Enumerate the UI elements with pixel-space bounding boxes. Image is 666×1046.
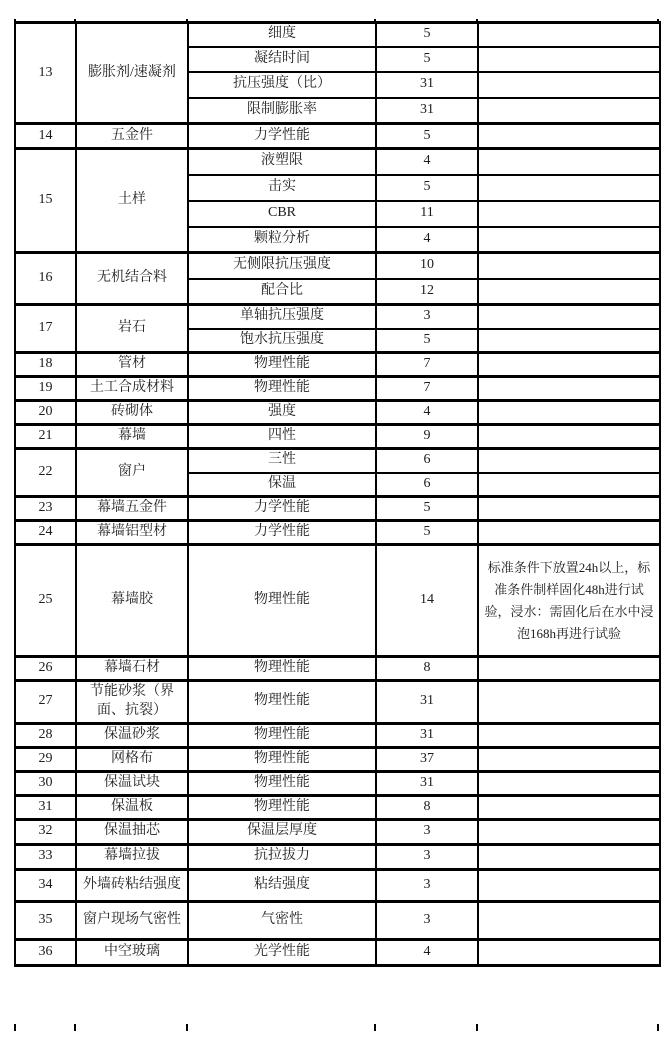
test-item-cell: 粘结强度 (188, 869, 376, 901)
table-row (15, 23, 660, 47)
count-cell: 31 (376, 681, 478, 724)
table-row (15, 901, 660, 939)
count-cell: 5 (376, 23, 478, 47)
row-number-cell: 17 (15, 305, 76, 353)
material-cell: 五金件 (76, 124, 188, 149)
count-cell: 5 (376, 47, 478, 72)
material-cell: 保温板 (76, 795, 188, 819)
row-number-cell: 21 (15, 425, 76, 449)
material-cell: 无机结合料 (76, 253, 188, 305)
count-cell: 14 (376, 545, 478, 657)
material-cell: 保温砂浆 (76, 723, 188, 747)
table-row (15, 521, 660, 545)
note-cell (478, 124, 660, 149)
row-number-cell: 36 (15, 939, 76, 965)
row-number-cell: 33 (15, 844, 76, 869)
material-cell: 幕墙石材 (76, 657, 188, 681)
material-cell: 膨胀剂/速凝剂 (76, 23, 188, 124)
row-number-cell: 18 (15, 353, 76, 377)
row-number-cell: 13 (15, 23, 76, 124)
row-number-cell: 19 (15, 377, 76, 401)
material-cell: 土工合成材料 (76, 377, 188, 401)
table-row (15, 657, 660, 681)
note-cell (478, 771, 660, 795)
test-item-cell: 物理性能 (188, 353, 376, 377)
count-cell: 9 (376, 425, 478, 449)
count-cell: 5 (376, 497, 478, 521)
count-cell: 3 (376, 844, 478, 869)
test-item-cell: 保温 (188, 473, 376, 497)
table-row (15, 377, 660, 401)
test-item-cell: 饱水抗压强度 (188, 329, 376, 353)
row-number-cell: 20 (15, 401, 76, 425)
material-cell: 幕墙 (76, 425, 188, 449)
note-cell (478, 795, 660, 819)
column-line-stub (74, 1024, 76, 1031)
count-cell: 4 (376, 149, 478, 175)
test-item-cell: 限制膨胀率 (188, 98, 376, 124)
note-cell: 标准条件下放置24h以上，标准条件制样固化48h进行试验，浸水：需固化后在水中浸泡168h再进行试验 (478, 545, 660, 657)
test-item-cell: 物理性能 (188, 657, 376, 681)
table-row (15, 939, 660, 965)
note-cell (478, 47, 660, 72)
row-number-cell: 15 (15, 149, 76, 253)
test-item-cell: 击实 (188, 175, 376, 201)
table-row (15, 253, 660, 279)
test-item-cell: 三性 (188, 449, 376, 473)
table-row (15, 844, 660, 869)
test-item-cell: 抗拉拔力 (188, 844, 376, 869)
test-item-cell: 无侧限抗压强度 (188, 253, 376, 279)
count-cell: 31 (376, 723, 478, 747)
count-cell: 8 (376, 795, 478, 819)
test-item-cell: 气密性 (188, 901, 376, 939)
count-cell: 6 (376, 473, 478, 497)
row-number-cell: 23 (15, 497, 76, 521)
row-number-cell: 16 (15, 253, 76, 305)
inspection-items-table-body (15, 23, 660, 966)
count-cell: 5 (376, 124, 478, 149)
material-cell: 幕墙拉拔 (76, 844, 188, 869)
test-item-cell: 物理性能 (188, 723, 376, 747)
note-cell (478, 844, 660, 869)
count-cell: 6 (376, 449, 478, 473)
test-item-cell: 物理性能 (188, 771, 376, 795)
test-item-cell: 物理性能 (188, 681, 376, 724)
table-row (15, 771, 660, 795)
row-number-cell: 22 (15, 449, 76, 497)
count-cell: 7 (376, 353, 478, 377)
table-row (15, 723, 660, 747)
test-item-cell: 细度 (188, 23, 376, 47)
note-cell (478, 227, 660, 253)
count-cell: 12 (376, 279, 478, 305)
test-item-cell: 物理性能 (188, 377, 376, 401)
note-cell (478, 939, 660, 965)
row-number-cell: 25 (15, 545, 76, 657)
table-row (15, 545, 660, 657)
note-cell (478, 681, 660, 724)
test-item-cell: 力学性能 (188, 521, 376, 545)
note-cell (478, 747, 660, 771)
count-cell: 8 (376, 657, 478, 681)
table-row (15, 819, 660, 844)
test-item-cell: 凝结时间 (188, 47, 376, 72)
note-cell (478, 425, 660, 449)
count-cell: 5 (376, 521, 478, 545)
row-number-cell: 24 (15, 521, 76, 545)
material-cell: 幕墙铝型材 (76, 521, 188, 545)
column-line-stub (476, 1024, 478, 1031)
material-cell: 管材 (76, 353, 188, 377)
note-cell (478, 23, 660, 47)
count-cell: 11 (376, 201, 478, 227)
row-number-cell: 29 (15, 747, 76, 771)
table-row (15, 681, 660, 724)
inspection-items-table (14, 21, 661, 967)
note-cell (478, 253, 660, 279)
column-line-stub (186, 1024, 188, 1031)
test-item-cell: 物理性能 (188, 545, 376, 657)
count-cell: 3 (376, 819, 478, 844)
note-cell (478, 497, 660, 521)
material-cell: 幕墙五金件 (76, 497, 188, 521)
row-number-cell: 35 (15, 901, 76, 939)
table-row (15, 401, 660, 425)
note-cell (478, 521, 660, 545)
test-item-cell: CBR (188, 201, 376, 227)
table-row (15, 795, 660, 819)
row-number-cell: 14 (15, 124, 76, 149)
note-cell (478, 449, 660, 473)
material-cell: 网格布 (76, 747, 188, 771)
test-item-cell: 力学性能 (188, 124, 376, 149)
test-item-cell: 配合比 (188, 279, 376, 305)
table-row (15, 124, 660, 149)
material-cell: 中空玻璃 (76, 939, 188, 965)
count-cell: 31 (376, 72, 478, 98)
test-item-cell: 保温层厚度 (188, 819, 376, 844)
note-cell (478, 305, 660, 329)
material-cell: 窗户 (76, 449, 188, 497)
count-cell: 5 (376, 175, 478, 201)
count-cell: 31 (376, 771, 478, 795)
note-cell (478, 819, 660, 844)
table-row (15, 353, 660, 377)
note-cell (478, 723, 660, 747)
count-cell: 4 (376, 401, 478, 425)
material-cell: 砖砌体 (76, 401, 188, 425)
material-cell: 保温试块 (76, 771, 188, 795)
table-row (15, 747, 660, 771)
note-cell (478, 901, 660, 939)
test-item-cell: 抗压强度（比） (188, 72, 376, 98)
table-row (15, 869, 660, 901)
count-cell: 4 (376, 227, 478, 253)
table-row (15, 149, 660, 175)
count-cell: 3 (376, 869, 478, 901)
note-cell (478, 869, 660, 901)
material-cell: 幕墙胶 (76, 545, 188, 657)
note-cell (478, 377, 660, 401)
note-cell (478, 279, 660, 305)
column-line-stub (657, 1024, 659, 1031)
row-number-cell: 28 (15, 723, 76, 747)
count-cell: 10 (376, 253, 478, 279)
column-line-stub (374, 1024, 376, 1031)
material-cell: 岩石 (76, 305, 188, 353)
count-cell: 3 (376, 305, 478, 329)
table-row (15, 497, 660, 521)
test-item-cell: 物理性能 (188, 795, 376, 819)
note-cell (478, 175, 660, 201)
material-cell: 节能砂浆（界面、抗裂） (76, 681, 188, 724)
count-cell: 37 (376, 747, 478, 771)
table-row (15, 449, 660, 473)
material-cell: 土样 (76, 149, 188, 253)
test-item-cell: 液塑限 (188, 149, 376, 175)
row-number-cell: 31 (15, 795, 76, 819)
test-item-cell: 物理性能 (188, 747, 376, 771)
test-item-cell: 四性 (188, 425, 376, 449)
test-item-cell: 颗粒分析 (188, 227, 376, 253)
note-cell (478, 401, 660, 425)
table-row (15, 305, 660, 329)
note-cell (478, 329, 660, 353)
count-cell: 4 (376, 939, 478, 965)
note-cell (478, 149, 660, 175)
note-cell (478, 72, 660, 98)
note-cell (478, 201, 660, 227)
count-cell: 5 (376, 329, 478, 353)
row-number-cell: 27 (15, 681, 76, 724)
material-cell: 外墙砖粘结强度 (76, 869, 188, 901)
row-number-cell: 34 (15, 869, 76, 901)
test-item-cell: 强度 (188, 401, 376, 425)
count-cell: 31 (376, 98, 478, 124)
row-number-cell: 30 (15, 771, 76, 795)
test-item-cell: 力学性能 (188, 497, 376, 521)
inspection-items-table-wrap (14, 21, 659, 967)
note-cell (478, 473, 660, 497)
note-cell (478, 353, 660, 377)
note-cell (478, 98, 660, 124)
note-cell (478, 657, 660, 681)
row-number-cell: 26 (15, 657, 76, 681)
material-cell: 窗户现场气密性 (76, 901, 188, 939)
table-row (15, 425, 660, 449)
column-line-stub (14, 1024, 16, 1031)
count-cell: 7 (376, 377, 478, 401)
material-cell: 保温抽芯 (76, 819, 188, 844)
test-item-cell: 光学性能 (188, 939, 376, 965)
test-item-cell: 单轴抗压强度 (188, 305, 376, 329)
row-number-cell: 32 (15, 819, 76, 844)
count-cell: 3 (376, 901, 478, 939)
